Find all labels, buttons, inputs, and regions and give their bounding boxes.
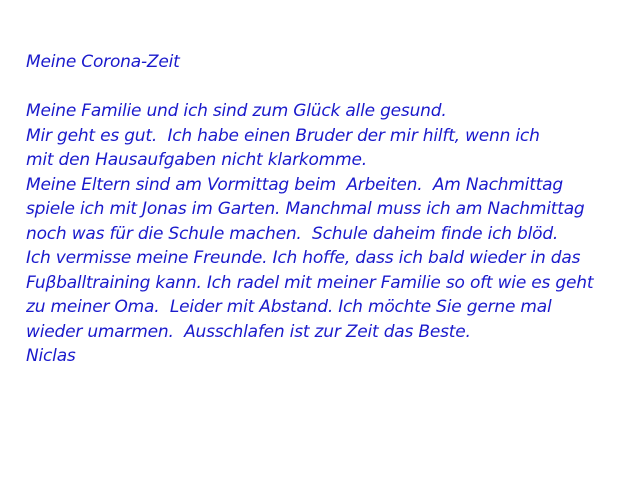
document-title: Meine Corona-Zeit [26,52,180,72]
text-line-2: Mir geht es gut. Ich habe einen Bruder der mir hilft, wenn ich [26,125,540,146]
text-line-10: wieder umarmen. Ausschlafen ist zur Zeit das Beste. [26,321,471,342]
text-line-6: noch was für die Schule machen. Schule daheim finde ich blöd. [26,223,559,244]
text-line-5: spiele ich mit Jonas im Garten. Manchmal muss ich am Nachmittag [26,199,585,219]
document-body [26,50,626,369]
text-line-8: Fuβballtraining kann. Ich radel mit meiner Familie so oft wie es geht [26,272,594,293]
signature: Niclas [26,346,76,366]
blank-line [26,75,626,100]
text-line-7: Ich vermisse meine Freunde. Ich hoffe, dass ich bald wieder in das [26,248,581,268]
text-line-3: mit den Hausaufgaben nicht klarkomme. [26,150,367,170]
text-line-1: Meine Familie und ich sind zum Glück alle gesund. [26,101,447,121]
text-line-4: Meine Eltern sind am Vormittag beim Arbeiten. Am Nachmittag [26,174,563,195]
text-line-9: zu meiner Oma. Leider mit Abstand. Ich möchte Sie gerne mal [26,297,552,317]
